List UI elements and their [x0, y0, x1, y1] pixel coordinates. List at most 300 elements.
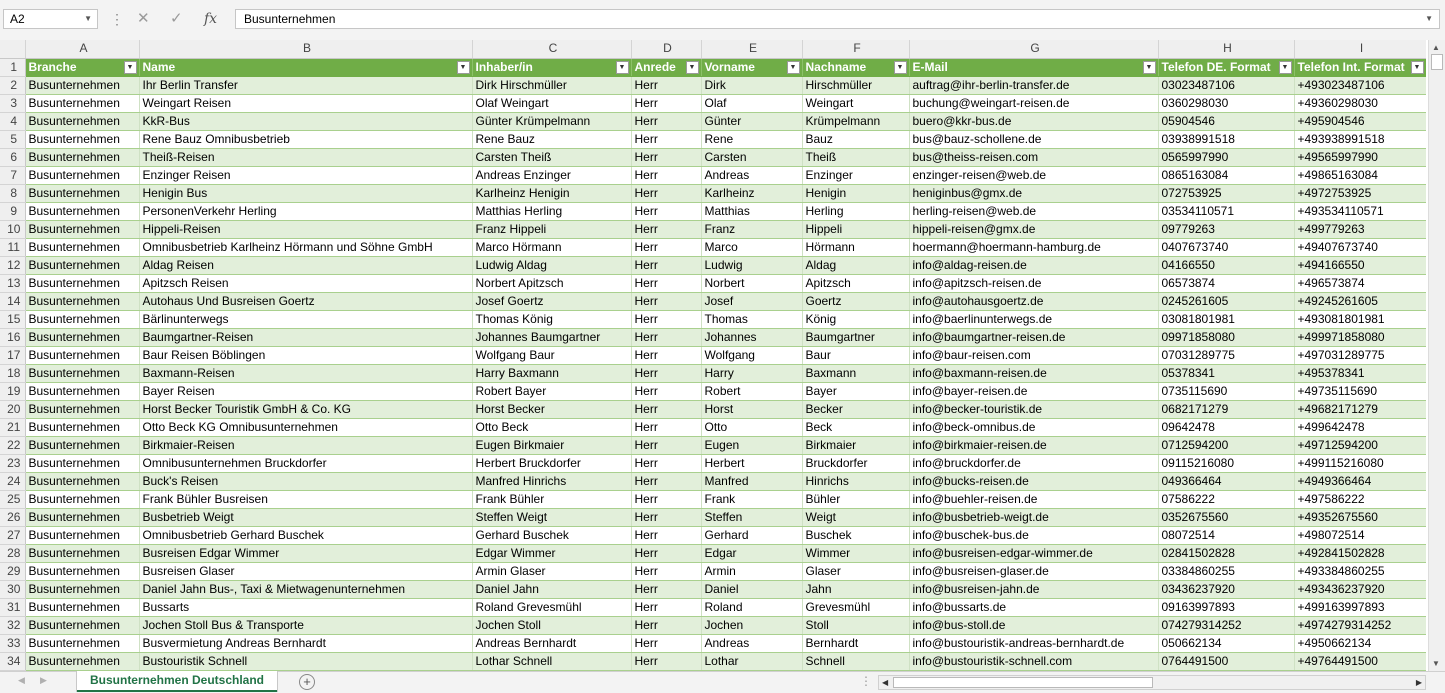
cell[interactable]: Busunternehmen	[25, 256, 139, 274]
cell[interactable]: Theiß-Reisen	[139, 148, 472, 166]
cell[interactable]: König	[802, 310, 909, 328]
cell[interactable]: Aldag	[802, 256, 909, 274]
cell[interactable]: +493436237920	[1294, 580, 1426, 598]
cell[interactable]: Harry	[701, 364, 802, 382]
cell[interactable]: Armin	[701, 562, 802, 580]
cell[interactable]: info@bus-stoll.de	[909, 616, 1158, 634]
horizontal-scroll-thumb[interactable]	[893, 677, 1153, 688]
cell[interactable]: Henigin Bus	[139, 184, 472, 202]
chevron-down-icon[interactable]: ▼	[84, 14, 92, 23]
column-header-i[interactable]: I	[1294, 40, 1426, 58]
row-number[interactable]: 7	[0, 166, 25, 184]
cell[interactable]: Edgar Wimmer	[472, 544, 631, 562]
cell[interactable]: +49712594200	[1294, 436, 1426, 454]
cell[interactable]: Grevesmühl	[802, 598, 909, 616]
column-header-a[interactable]: A	[25, 40, 139, 58]
cell[interactable]: Busunternehmen	[25, 454, 139, 472]
cell[interactable]: Bustouristik Schnell	[139, 652, 472, 670]
cell[interactable]: hippeli-reisen@gmx.de	[909, 220, 1158, 238]
cell[interactable]: info@baerlinunterwegs.de	[909, 310, 1158, 328]
row-number[interactable]: 14	[0, 292, 25, 310]
cell[interactable]: 0682171279	[1158, 400, 1294, 418]
cell[interactable]: Manfred Hinrichs	[472, 472, 631, 490]
cell[interactable]: info@buschek-bus.de	[909, 526, 1158, 544]
cell[interactable]: info@baur-reisen.com	[909, 346, 1158, 364]
cell[interactable]: Busunternehmen	[25, 436, 139, 454]
vertical-scrollbar[interactable]	[1428, 40, 1445, 671]
cell[interactable]: Herr	[631, 382, 701, 400]
select-all-corner[interactable]	[0, 40, 25, 58]
cell[interactable]: +493023487106	[1294, 76, 1426, 94]
row-number[interactable]: 31	[0, 598, 25, 616]
cell[interactable]: Herbert	[701, 454, 802, 472]
cell[interactable]: info@busreisen-edgar-wimmer.de	[909, 544, 1158, 562]
cell[interactable]: Wolfgang Baur	[472, 346, 631, 364]
cell[interactable]: info@beck-omnibus.de	[909, 418, 1158, 436]
cell[interactable]: Daniel Jahn Bus-, Taxi & Mietwagenunternehmen	[139, 580, 472, 598]
row-number[interactable]: 19	[0, 382, 25, 400]
cell[interactable]: Baumgartner-Reisen	[139, 328, 472, 346]
cell[interactable]: Jahn	[802, 580, 909, 598]
cell[interactable]: Herr	[631, 490, 701, 508]
cell[interactable]: Busunternehmen	[25, 346, 139, 364]
cell[interactable]: Bussarts	[139, 598, 472, 616]
cell[interactable]: Daniel Jahn	[472, 580, 631, 598]
cell[interactable]: +49764491500	[1294, 652, 1426, 670]
cell[interactable]: Busunternehmen	[25, 472, 139, 490]
cell[interactable]: Busreisen Edgar Wimmer	[139, 544, 472, 562]
cell[interactable]: Busbetrieb Weigt	[139, 508, 472, 526]
header-cell[interactable]	[701, 58, 802, 76]
cell[interactable]: Buck's Reisen	[139, 472, 472, 490]
cell[interactable]: Busvermietung Andreas Bernhardt	[139, 634, 472, 652]
cell[interactable]: +49360298030	[1294, 94, 1426, 112]
cell[interactable]: Baxmann-Reisen	[139, 364, 472, 382]
cell[interactable]: Roland Grevesmühl	[472, 598, 631, 616]
cell[interactable]: PersonenVerkehr Herling	[139, 202, 472, 220]
cell[interactable]: Herr	[631, 166, 701, 184]
column-header-d[interactable]: D	[631, 40, 701, 58]
cell[interactable]: Herr	[631, 436, 701, 454]
cell[interactable]: Jochen Stoll Bus & Transporte	[139, 616, 472, 634]
cell[interactable]: Jochen Stoll	[472, 616, 631, 634]
row-number[interactable]: 2	[0, 76, 25, 94]
cell[interactable]: auftrag@ihr-berlin-transfer.de	[909, 76, 1158, 94]
cell[interactable]: Busunternehmen	[25, 418, 139, 436]
row-number[interactable]: 29	[0, 562, 25, 580]
row-number[interactable]: 21	[0, 418, 25, 436]
cell[interactable]: Dirk	[701, 76, 802, 94]
cell[interactable]: Busunternehmen	[25, 634, 139, 652]
header-cell[interactable]	[472, 58, 631, 76]
row-number[interactable]: 25	[0, 490, 25, 508]
cell[interactable]: Otto Beck	[472, 418, 631, 436]
cell[interactable]: Gerhard	[701, 526, 802, 544]
cell[interactable]: Goertz	[802, 292, 909, 310]
filter-dropdown-icon[interactable]: ▼	[616, 61, 629, 74]
cell[interactable]: 05378341	[1158, 364, 1294, 382]
cell[interactable]: Bruckdorfer	[802, 454, 909, 472]
cell[interactable]: Becker	[802, 400, 909, 418]
row-number[interactable]: 27	[0, 526, 25, 544]
cell[interactable]: Frank	[701, 490, 802, 508]
cell[interactable]: Busunternehmen	[25, 148, 139, 166]
cell[interactable]: +493384860255	[1294, 562, 1426, 580]
cell[interactable]: Herr	[631, 400, 701, 418]
cell[interactable]: info@aldag-reisen.de	[909, 256, 1158, 274]
cell[interactable]: Eugen Birkmaier	[472, 436, 631, 454]
cell[interactable]: info@busreisen-glaser.de	[909, 562, 1158, 580]
filter-dropdown-icon[interactable]: ▼	[1143, 61, 1156, 74]
cell[interactable]: buchung@weingart-reisen.de	[909, 94, 1158, 112]
filter-dropdown-icon[interactable]: ▼	[787, 61, 800, 74]
cell[interactable]: Günter Krümpelmann	[472, 112, 631, 130]
row-number[interactable]: 4	[0, 112, 25, 130]
cell[interactable]: Rene	[701, 130, 802, 148]
row-number[interactable]: 1	[0, 58, 25, 76]
cell[interactable]: Franz	[701, 220, 802, 238]
cell[interactable]: Herr	[631, 148, 701, 166]
cell[interactable]: Herr	[631, 292, 701, 310]
cell[interactable]: Weigt	[802, 508, 909, 526]
cell[interactable]: +4972753925	[1294, 184, 1426, 202]
cell[interactable]: Herr	[631, 76, 701, 94]
cell[interactable]: Ludwig	[701, 256, 802, 274]
cell[interactable]: Autohaus Und Busreisen Goertz	[139, 292, 472, 310]
cell[interactable]: info@bustouristik-schnell.com	[909, 652, 1158, 670]
cell[interactable]: 03534110571	[1158, 202, 1294, 220]
cell[interactable]: Busunternehmen	[25, 328, 139, 346]
cell[interactable]: +493081801981	[1294, 310, 1426, 328]
cell[interactable]: Apitzsch Reisen	[139, 274, 472, 292]
cancel-icon[interactable]: ✕	[137, 10, 150, 27]
row-number[interactable]: 16	[0, 328, 25, 346]
row-number[interactable]: 23	[0, 454, 25, 472]
filter-dropdown-icon[interactable]: ▼	[124, 61, 137, 74]
cell[interactable]: Busunternehmen	[25, 238, 139, 256]
cell[interactable]: info@buehler-reisen.de	[909, 490, 1158, 508]
expand-formula-icon[interactable]: ▼	[1425, 14, 1433, 23]
cell[interactable]: Busunternehmen	[25, 526, 139, 544]
cell[interactable]: +49865163084	[1294, 166, 1426, 184]
cell[interactable]: Apitzsch	[802, 274, 909, 292]
cell[interactable]: Busunternehmen	[25, 130, 139, 148]
cell[interactable]: Omnibusbetrieb Gerhard Buschek	[139, 526, 472, 544]
cell[interactable]: Busunternehmen	[25, 400, 139, 418]
cell[interactable]: Herr	[631, 94, 701, 112]
cell[interactable]: Hippeli	[802, 220, 909, 238]
scroll-right-icon[interactable]: ▶	[1415, 678, 1422, 687]
cell[interactable]: +499115216080	[1294, 454, 1426, 472]
cell[interactable]: 09971858080	[1158, 328, 1294, 346]
cell[interactable]: Roland	[701, 598, 802, 616]
cell[interactable]: Norbert	[701, 274, 802, 292]
cell[interactable]: Bernhardt	[802, 634, 909, 652]
cell[interactable]: +495904546	[1294, 112, 1426, 130]
cell[interactable]: Horst Becker Touristik GmbH & Co. KG	[139, 400, 472, 418]
cell[interactable]: Herr	[631, 238, 701, 256]
cell[interactable]: Carsten	[701, 148, 802, 166]
enter-icon[interactable]: ✓	[170, 10, 183, 27]
next-sheet-icon[interactable]: ▶	[40, 675, 47, 685]
cell[interactable]: +499163997893	[1294, 598, 1426, 616]
cell[interactable]: Herr	[631, 418, 701, 436]
cell[interactable]: +493534110571	[1294, 202, 1426, 220]
cell[interactable]: Baur Reisen Böblingen	[139, 346, 472, 364]
cell[interactable]: Herr	[631, 184, 701, 202]
row-number[interactable]: 22	[0, 436, 25, 454]
cell[interactable]: Günter	[701, 112, 802, 130]
cell[interactable]: Herr	[631, 544, 701, 562]
cell[interactable]: Busunternehmen	[25, 220, 139, 238]
row-number[interactable]: 33	[0, 634, 25, 652]
cell[interactable]: Busunternehmen	[25, 490, 139, 508]
cell[interactable]: Lothar	[701, 652, 802, 670]
cell[interactable]: 0865163084	[1158, 166, 1294, 184]
cell[interactable]: Herr	[631, 526, 701, 544]
cell[interactable]: Stoll	[802, 616, 909, 634]
cell[interactable]: Hinrichs	[802, 472, 909, 490]
cell[interactable]: Bayer	[802, 382, 909, 400]
cell[interactable]: Steffen Weigt	[472, 508, 631, 526]
cell[interactable]: Herr	[631, 202, 701, 220]
cell[interactable]: Olaf Weingart	[472, 94, 631, 112]
cell[interactable]: +494166550	[1294, 256, 1426, 274]
cell[interactable]: Karlheinz Henigin	[472, 184, 631, 202]
cell[interactable]: Ihr Berlin Transfer	[139, 76, 472, 94]
cell[interactable]: Beck	[802, 418, 909, 436]
cell[interactable]: 072753925	[1158, 184, 1294, 202]
cell[interactable]: Baumgartner	[802, 328, 909, 346]
cell[interactable]: 0764491500	[1158, 652, 1294, 670]
cell[interactable]: Baur	[802, 346, 909, 364]
column-header-g[interactable]: G	[909, 40, 1158, 58]
cell[interactable]: Herr	[631, 256, 701, 274]
cell[interactable]: +4950662134	[1294, 634, 1426, 652]
cell[interactable]: Bühler	[802, 490, 909, 508]
cell[interactable]: Herling	[802, 202, 909, 220]
header-cell[interactable]	[909, 58, 1158, 76]
cell[interactable]: Busunternehmen	[25, 202, 139, 220]
cell[interactable]: Schnell	[802, 652, 909, 670]
cell[interactable]: +49245261605	[1294, 292, 1426, 310]
header-cell[interactable]	[1294, 58, 1426, 76]
cell[interactable]: Wimmer	[802, 544, 909, 562]
cell[interactable]: +49407673740	[1294, 238, 1426, 256]
cell[interactable]: 0352675560	[1158, 508, 1294, 526]
cell[interactable]: Franz Hippeli	[472, 220, 631, 238]
cell[interactable]: 09642478	[1158, 418, 1294, 436]
cell[interactable]: Herr	[631, 616, 701, 634]
cell[interactable]: Otto	[701, 418, 802, 436]
cell[interactable]: Josef Goertz	[472, 292, 631, 310]
cell[interactable]: Daniel	[701, 580, 802, 598]
cell[interactable]: info@busbetrieb-weigt.de	[909, 508, 1158, 526]
cell[interactable]: bus@bauz-schollene.de	[909, 130, 1158, 148]
filter-dropdown-icon[interactable]: ▼	[457, 61, 470, 74]
vertical-scroll-thumb[interactable]	[1431, 54, 1443, 70]
cell[interactable]: Birkmaier	[802, 436, 909, 454]
cell[interactable]: Herr	[631, 598, 701, 616]
cell[interactable]: Otto Beck KG Omnibusunternehmen	[139, 418, 472, 436]
cell[interactable]: Busunternehmen	[25, 382, 139, 400]
cell[interactable]: heniginbus@gmx.de	[909, 184, 1158, 202]
cell[interactable]: Herr	[631, 220, 701, 238]
row-number[interactable]: 15	[0, 310, 25, 328]
cell[interactable]: info@bayer-reisen.de	[909, 382, 1158, 400]
cell[interactable]: 03938991518	[1158, 130, 1294, 148]
cell[interactable]: info@bussarts.de	[909, 598, 1158, 616]
cell[interactable]: 03023487106	[1158, 76, 1294, 94]
cell[interactable]: +497031289775	[1294, 346, 1426, 364]
cell[interactable]: info@bustouristik-andreas-bernhardt.de	[909, 634, 1158, 652]
cell[interactable]: Herr	[631, 310, 701, 328]
cell[interactable]: 06573874	[1158, 274, 1294, 292]
column-header-b[interactable]: B	[139, 40, 472, 58]
previous-sheet-icon[interactable]: ◀	[18, 675, 25, 685]
cell[interactable]: Andreas Enzinger	[472, 166, 631, 184]
cell[interactable]: Busunternehmen	[25, 310, 139, 328]
scroll-left-icon[interactable]: ◀	[882, 678, 889, 687]
name-box[interactable]	[3, 9, 98, 29]
row-number[interactable]: 18	[0, 364, 25, 382]
cell[interactable]: Matthias	[701, 202, 802, 220]
cell[interactable]: 09163997893	[1158, 598, 1294, 616]
row-number[interactable]: 17	[0, 346, 25, 364]
cell[interactable]: Andreas	[701, 166, 802, 184]
formula-input[interactable]	[235, 9, 1440, 29]
cell[interactable]: Ludwig Aldag	[472, 256, 631, 274]
cell[interactable]: Josef	[701, 292, 802, 310]
cell[interactable]: Herr	[631, 454, 701, 472]
cell[interactable]: Bayer Reisen	[139, 382, 472, 400]
cell[interactable]: Henigin	[802, 184, 909, 202]
cell[interactable]: Omnibusunternehmen Bruckdorfer	[139, 454, 472, 472]
cell[interactable]: 02841502828	[1158, 544, 1294, 562]
cell[interactable]: Wolfgang	[701, 346, 802, 364]
cell[interactable]: 07031289775	[1158, 346, 1294, 364]
cell[interactable]: Birkmaier-Reisen	[139, 436, 472, 454]
cell[interactable]: Herr	[631, 328, 701, 346]
cell[interactable]: Busunternehmen	[25, 94, 139, 112]
cell[interactable]: 08072514	[1158, 526, 1294, 544]
add-sheet-icon[interactable]: +	[299, 674, 315, 690]
cell[interactable]: +499971858080	[1294, 328, 1426, 346]
cell[interactable]: Frank Bühler	[472, 490, 631, 508]
filter-dropdown-icon[interactable]: ▼	[894, 61, 907, 74]
cell[interactable]: Carsten Theiß	[472, 148, 631, 166]
cell[interactable]: Busunternehmen	[25, 364, 139, 382]
row-number[interactable]: 11	[0, 238, 25, 256]
cell[interactable]: Edgar	[701, 544, 802, 562]
cell[interactable]: Herr	[631, 112, 701, 130]
row-number[interactable]: 13	[0, 274, 25, 292]
cell[interactable]: 03081801981	[1158, 310, 1294, 328]
cell[interactable]: Bauz	[802, 130, 909, 148]
cell[interactable]: Frank Bühler Busreisen	[139, 490, 472, 508]
row-number[interactable]: 24	[0, 472, 25, 490]
cell[interactable]: +4974279314252	[1294, 616, 1426, 634]
cell[interactable]: Horst	[701, 400, 802, 418]
cell[interactable]: 0407673740	[1158, 238, 1294, 256]
cell[interactable]: 0712594200	[1158, 436, 1294, 454]
cell[interactable]: +497586222	[1294, 490, 1426, 508]
cell[interactable]: +492841502828	[1294, 544, 1426, 562]
cell[interactable]: Herr	[631, 130, 701, 148]
cell[interactable]: Aldag Reisen	[139, 256, 472, 274]
horizontal-scrollbar[interactable]	[878, 675, 1426, 690]
cell[interactable]: Norbert Apitzsch	[472, 274, 631, 292]
cell[interactable]: Busunternehmen	[25, 580, 139, 598]
cell[interactable]: +49565997990	[1294, 148, 1426, 166]
row-number[interactable]: 10	[0, 220, 25, 238]
cell[interactable]: Karlheinz	[701, 184, 802, 202]
cell[interactable]: 050662134	[1158, 634, 1294, 652]
cell[interactable]: Enzinger Reisen	[139, 166, 472, 184]
column-header-f[interactable]: F	[802, 40, 909, 58]
row-number[interactable]: 12	[0, 256, 25, 274]
cell[interactable]: Busunternehmen	[25, 184, 139, 202]
cell[interactable]: Glaser	[802, 562, 909, 580]
cell[interactable]: +49735115690	[1294, 382, 1426, 400]
row-number[interactable]: 3	[0, 94, 25, 112]
column-header-e[interactable]: E	[701, 40, 802, 58]
cell[interactable]: Herr	[631, 274, 701, 292]
cell[interactable]: enzinger-reisen@web.de	[909, 166, 1158, 184]
cell[interactable]: info@baxmann-reisen.de	[909, 364, 1158, 382]
cell[interactable]: Matthias Herling	[472, 202, 631, 220]
cell[interactable]: Herr	[631, 364, 701, 382]
sheet-tab-active[interactable]: Busunternehmen Deutschland	[77, 671, 277, 692]
filter-dropdown-icon[interactable]: ▼	[1411, 61, 1424, 74]
cell[interactable]: +499779263	[1294, 220, 1426, 238]
cell[interactable]: Krümpelmann	[802, 112, 909, 130]
cell[interactable]: 0735115690	[1158, 382, 1294, 400]
cell[interactable]: Thomas	[701, 310, 802, 328]
header-cell[interactable]	[25, 58, 139, 76]
cell[interactable]: Marco Hörmann	[472, 238, 631, 256]
cell[interactable]: 04166550	[1158, 256, 1294, 274]
cell[interactable]: +49682171279	[1294, 400, 1426, 418]
cell[interactable]: Olaf	[701, 94, 802, 112]
cell[interactable]: 09779263	[1158, 220, 1294, 238]
cell[interactable]: Dirk Hirschmüller	[472, 76, 631, 94]
cell[interactable]: Busunternehmen	[25, 166, 139, 184]
cell[interactable]: info@bucks-reisen.de	[909, 472, 1158, 490]
filter-dropdown-icon[interactable]: ▼	[686, 61, 699, 74]
cell[interactable]: 03436237920	[1158, 580, 1294, 598]
cell[interactable]: info@autohausgoertz.de	[909, 292, 1158, 310]
row-number[interactable]: 28	[0, 544, 25, 562]
cell[interactable]: Enzinger	[802, 166, 909, 184]
cell[interactable]: Buschek	[802, 526, 909, 544]
cell[interactable]: buero@kkr-bus.de	[909, 112, 1158, 130]
row-number[interactable]: 20	[0, 400, 25, 418]
cell[interactable]: Robert	[701, 382, 802, 400]
filter-dropdown-icon[interactable]: ▼	[1279, 61, 1292, 74]
cell[interactable]: Jochen	[701, 616, 802, 634]
cell[interactable]: Busunternehmen	[25, 274, 139, 292]
cell[interactable]: +493938991518	[1294, 130, 1426, 148]
header-cell[interactable]	[802, 58, 909, 76]
cell[interactable]: Bärlinunterwegs	[139, 310, 472, 328]
cell[interactable]: Busunternehmen	[25, 598, 139, 616]
scroll-up-icon[interactable]: ▲	[1432, 43, 1440, 52]
cell[interactable]: Thomas König	[472, 310, 631, 328]
cell[interactable]: 0245261605	[1158, 292, 1294, 310]
cell[interactable]: 05904546	[1158, 112, 1294, 130]
cell[interactable]: Busunternehmen	[25, 112, 139, 130]
